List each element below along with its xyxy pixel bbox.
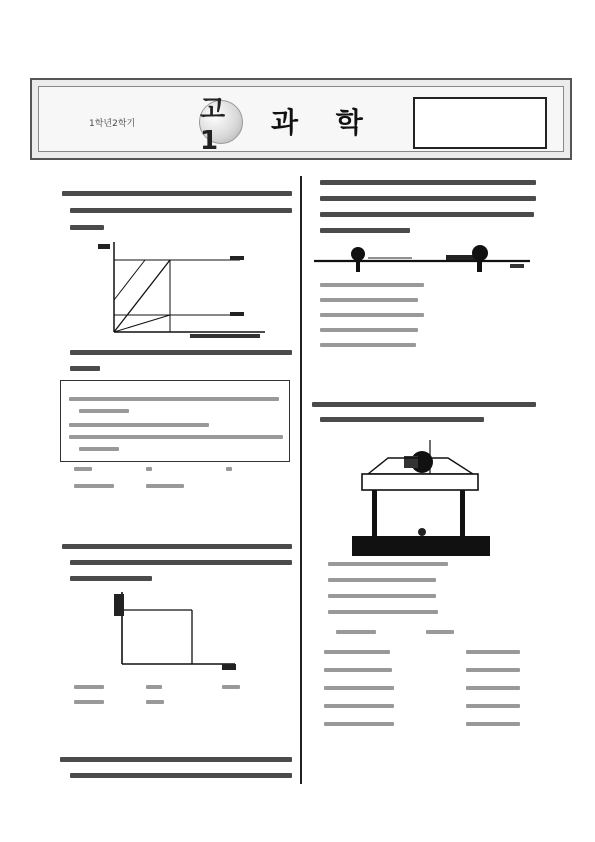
question-2-line (62, 544, 292, 549)
question-2-choice[interactable] (222, 685, 240, 689)
question-1-choice[interactable] (226, 467, 232, 471)
question-1-choice[interactable] (74, 467, 92, 471)
question-2-choice[interactable] (74, 685, 104, 689)
question-3-line (60, 757, 292, 762)
question-5-choice[interactable] (466, 668, 520, 672)
question-4-choice[interactable] (320, 298, 418, 302)
question-5-line (320, 417, 484, 422)
question-1-caption (70, 350, 292, 355)
question-5-choice[interactable] (466, 704, 520, 708)
hint-box (60, 380, 290, 462)
question-5-figure (348, 436, 493, 562)
question-5-choice[interactable] (324, 686, 394, 690)
question-1-choice[interactable] (146, 484, 184, 488)
question-1-line (70, 208, 292, 213)
question-4-line (320, 212, 534, 217)
question-2-choice[interactable] (146, 700, 164, 704)
question-2-graph (110, 590, 240, 670)
question-5-choice-header (426, 630, 454, 634)
question-5-choice[interactable] (466, 722, 520, 726)
question-5-choice[interactable] (466, 686, 520, 690)
question-5-choice[interactable] (466, 650, 520, 654)
question-3-line (70, 773, 292, 778)
question-5-choice-header (336, 630, 376, 634)
question-4-line (320, 180, 536, 185)
header-inner-frame (38, 86, 564, 156)
hint-line (69, 435, 283, 439)
question-1-caption (70, 366, 100, 371)
question-5-choice[interactable] (324, 668, 392, 672)
question-4-figure (312, 240, 534, 276)
question-5-statement (328, 578, 436, 582)
question-5-statement (328, 562, 448, 566)
question-1-choice[interactable] (146, 467, 152, 471)
hint-line (69, 423, 209, 427)
question-1-line (70, 225, 104, 230)
question-4-line (320, 228, 410, 233)
question-2-line (70, 560, 292, 565)
question-1-choice[interactable] (74, 484, 114, 488)
hint-line (79, 447, 119, 451)
question-5-line (312, 402, 536, 407)
question-2-line (70, 576, 152, 581)
hint-line (69, 397, 279, 401)
exam-label: 1학년2학기 (89, 119, 136, 129)
hint-line (79, 409, 129, 413)
question-5-choice[interactable] (324, 704, 394, 708)
score-box[interactable] (413, 97, 547, 149)
question-5-choice[interactable] (324, 650, 390, 654)
grade-badge: 고1 (199, 100, 243, 144)
question-5-statement (328, 594, 436, 598)
question-1-line (62, 191, 292, 196)
question-1-graph (90, 240, 270, 340)
question-5-statement (328, 610, 438, 614)
question-5-choice[interactable] (324, 722, 394, 726)
exam-header (30, 78, 572, 160)
question-4-choice[interactable] (320, 343, 416, 347)
column-divider (300, 176, 302, 784)
question-4-choice[interactable] (320, 328, 418, 332)
question-2-choice[interactable] (146, 685, 162, 689)
question-4-choice[interactable] (320, 283, 424, 287)
subject-title: 과 학 (271, 106, 377, 139)
question-4-line (320, 196, 536, 201)
question-2-choice[interactable] (74, 700, 104, 704)
question-4-choice[interactable] (320, 313, 424, 317)
